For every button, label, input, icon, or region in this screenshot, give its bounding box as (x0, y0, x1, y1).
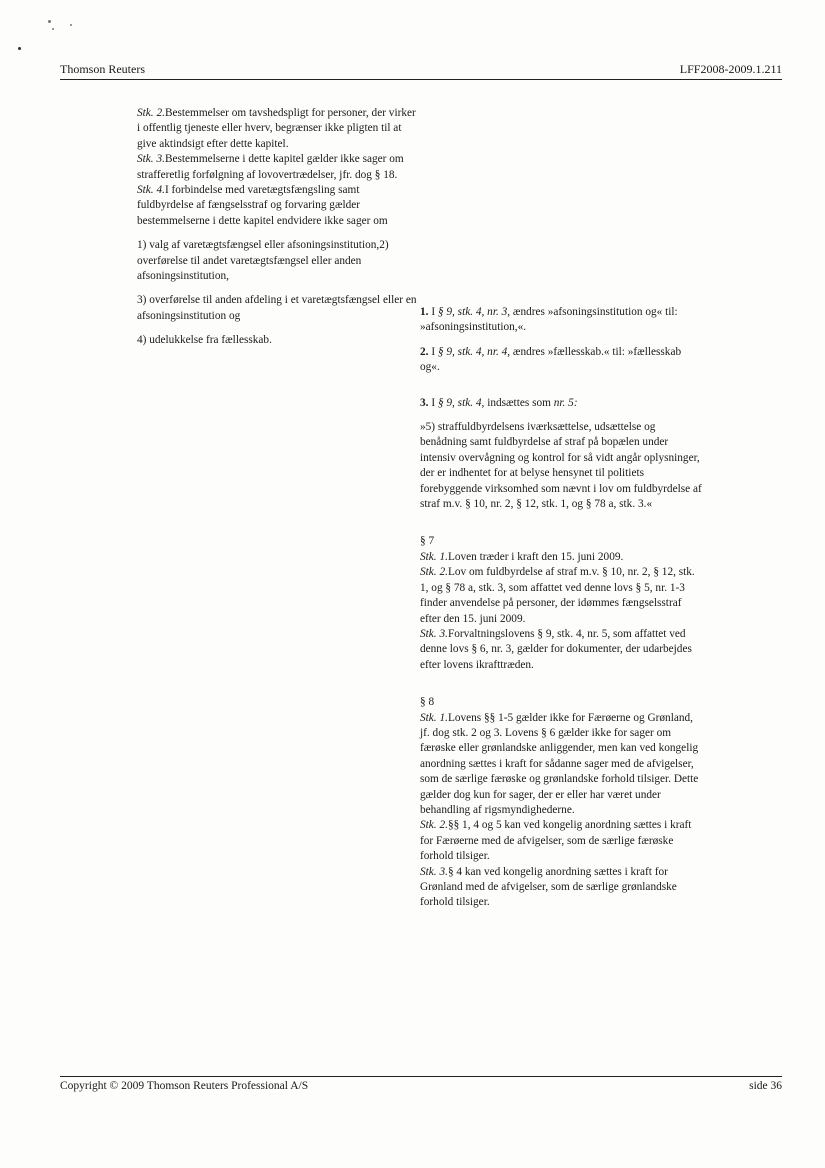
s8-stk2: Stk. 2.§§ 1, 4 og 5 kan ved kongelig anordning sættes i kraft for Færøerne med de afvigelser, som de særlige færøske forhold tilsiger. (420, 819, 692, 863)
s8-stk1: Stk. 1.Lovens §§ 1-5 gælder ikke for Færøerne og Grønland, jf. dog stk. 2 og 3. Lovens § 6 gælder ikke for sager om færøske eller grønlandske anliggender, men kan ved kongelig anordning sættes i kraft for sådanne sager med de afvigelser, som de særlige færøske og grønlandske forhold tilsiger. Dette gælder dog kun for sager, der er eller har været under behandling af rigsmyndighederne. (420, 711, 699, 816)
footer-rule (60, 1076, 782, 1077)
s7-stk1: Stk. 1.Loven træder i kraft den 15. juni 2009. (420, 550, 624, 563)
s7-stk3: Stk. 3.Forvaltningslovens § 9, stk. 4, nr. 5, som affattet ved denne lovs § 6, nr. 3, gælder for dokumenter, der udarbejdes efter lovens ikrafttræden. (420, 627, 692, 671)
stk2-paragraph: Stk. 2.Bestemmelser om tavshedspligt for personer, der virker i offentlig tjeneste eller hverv, begrænser ikke pligten til at give aktindsigt efter dette kapitel. (137, 107, 416, 150)
copyright-notice: Copyright © 2009 Thomson Reuters Professional A/S (60, 1080, 309, 1092)
scan-speck (52, 28, 54, 30)
scan-speck (70, 24, 72, 26)
page-footer (60, 1080, 782, 1096)
stk3-paragraph: Stk. 3.Bestemmelserne i dette kapitel gælder ikke sager om strafferetlig forfølgning af lovovertrædelser, jfr. dog § 18. (137, 153, 404, 181)
left-column (137, 106, 417, 349)
right-column (420, 305, 702, 911)
page-header (60, 62, 782, 78)
section-7-heading: § 7 (420, 535, 435, 548)
list-item-3: 3) overførelse til anden afdeling i et varetægtsfængsel eller en afsoningsinstitution og (137, 294, 417, 322)
list-item-1: 1) valg af varetægtsfængsel eller afsoningsinstitution,2) overførelse til andet varetægtsfængsel eller anden afsoningsinstitution, (137, 239, 389, 283)
scan-speck (48, 20, 51, 23)
header-rule (60, 79, 782, 80)
publisher-name: Thomson Reuters (60, 62, 145, 76)
list-item-4: 4) udelukkelse fra fællesskab. (137, 334, 272, 347)
stk4-paragraph: Stk. 4.I forbindelse med varetægtsfængsling samt fuldbyrdelse af fængselsstraf og forvaring gælder bestemmelserne i dette kapitel endvidere ikke sager om (137, 184, 388, 227)
amendment-1: 1. I § 9, stk. 4, nr. 3, ændres »afsoningsinstitution og« til: »afsoningsinstitution,«. (420, 306, 678, 334)
page-number: side 36 (749, 1080, 782, 1092)
scan-speck (18, 47, 21, 50)
s8-stk3: Stk. 3.§ 4 kan ved kongelig anordning sættes i kraft for Grønland med de afvigelser, som de særlige grønlandske forhold tilsiger. (420, 865, 677, 909)
section-8-heading: § 8 (420, 696, 435, 709)
s7-stk2: Stk. 2.Lov om fuldbyrdelse af straf m.v. § 10, nr. 2, § 12, stk. 1, og § 78 a, stk. 3, som affattet ved denne lovs § 5, nr. 1-3 finder anvendelse på personer, der idømmes fængselsstraf efter den 15. juni 2009. (420, 566, 695, 625)
document-id: LFF2008-2009.1.211 (679, 62, 782, 76)
amendment-3: 3. I § 9, stk. 4, indsættes som nr. 5: (420, 396, 578, 409)
amendment-3-body: »5) straffuldbyrdelsens iværksættelse, udsættelse og benådning samt fuldbyrdelse af straf på bopælen under intensiv overvågning og kontrol for så vidt angår oplysninger, der er indhentet for at belyse hensynet til politiets forebyggende virksomhed som nævnt i lov om fuldbyrdelse af straf m.v. § 10, nr. 2, § 12, stk. 1, og § 78 a, stk. 3.« (420, 421, 702, 511)
amendment-2: 2. I § 9, stk. 4, nr. 4, ændres »fællesskab.« til: »fællesskab og«. (420, 345, 682, 374)
